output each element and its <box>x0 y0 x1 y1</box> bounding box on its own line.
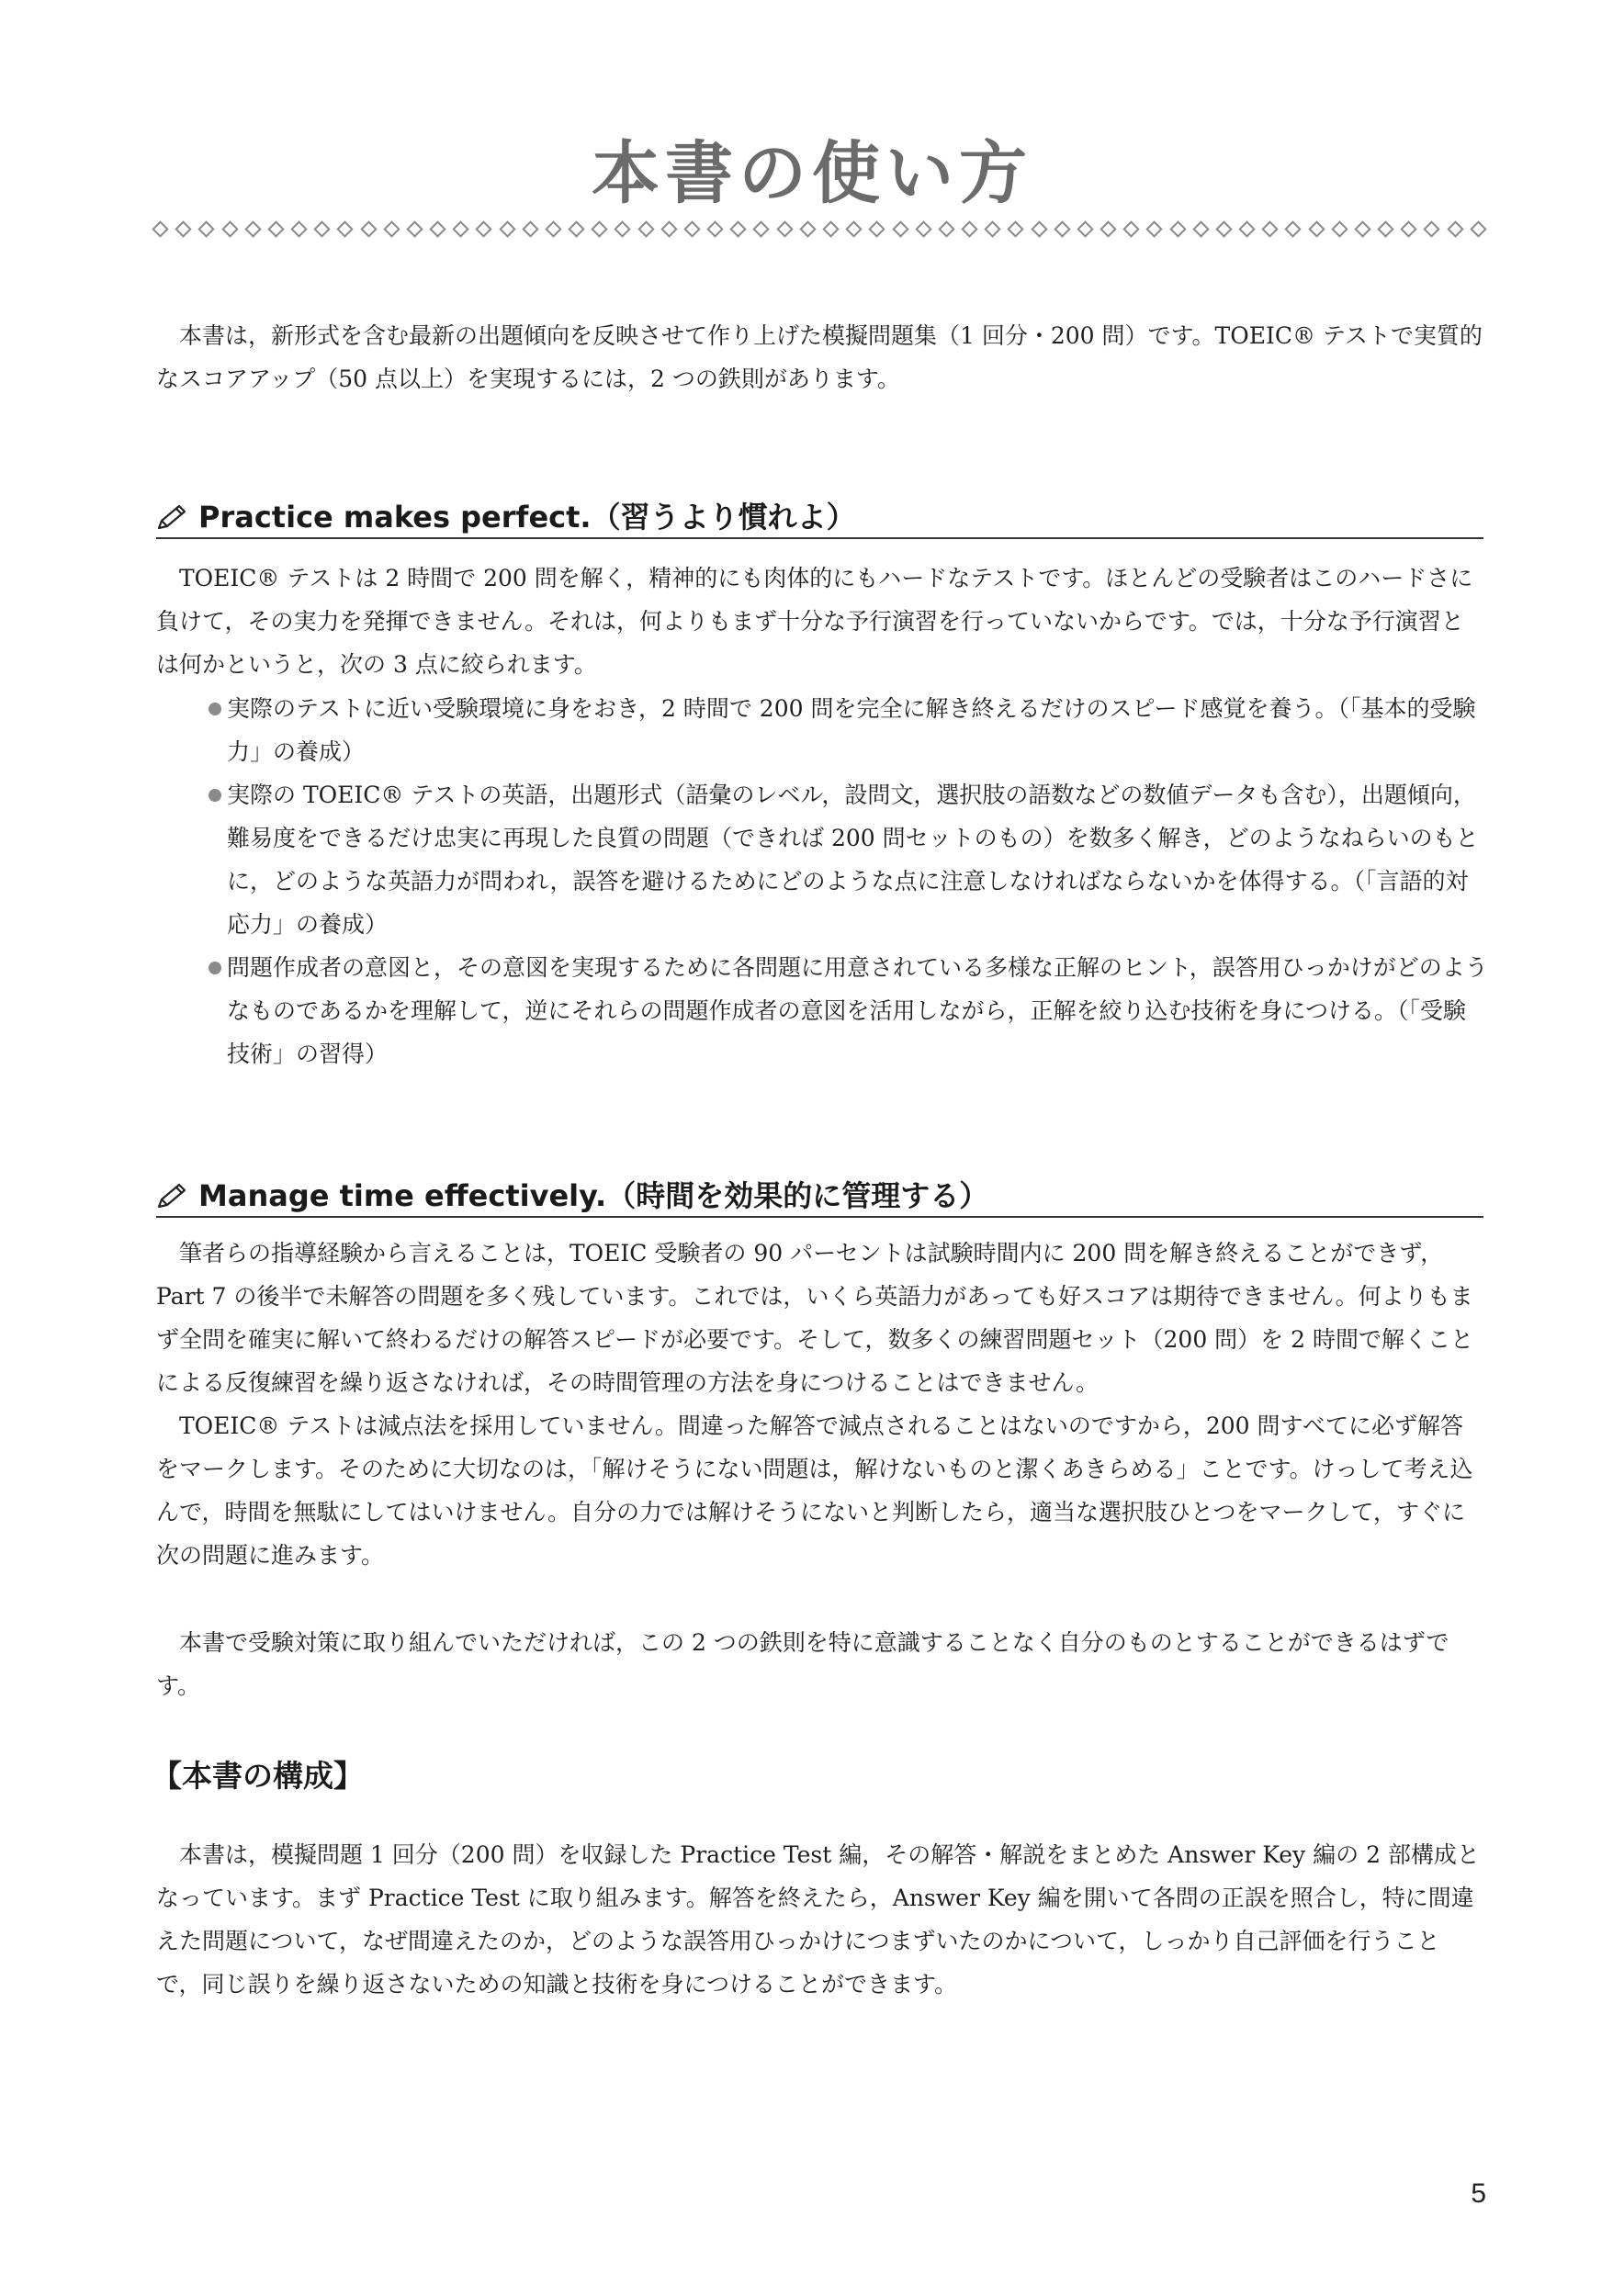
diamond-ornament <box>1447 220 1463 237</box>
list-item-text: 問題作成者の意図と，その意図を実現するために各問題に用意されている多様な正解のヒント，誤答用ひっかけがどのようなものであるかを理解して，逆にそれらの問題作成者の意図を活用しながら，正解を絞り込む技術を身につける。（「受験技術」の習得） <box>227 954 1488 1067</box>
diamond-ornament <box>476 220 492 237</box>
diamond-ornament <box>429 220 445 237</box>
diamond-ornament <box>892 220 908 237</box>
diamond-divider <box>154 217 1484 241</box>
diamond-ornament <box>522 220 538 237</box>
time-paragraph-2: TOEIC® テストは減点法を採用していません。間違った解答で減点されることはないのですから，200 問すべてに必ず解答をマークします。そのために大切なのは，「解けそうにない問題は，解けないものと潔くあきらめる」ことです。けっして考え込んで，時間を無駄にしてはいけません。自分の力では解けそうにないと判断したら，適当な選択肢ひとつをマークして，すぐに次の問題に進みます。 <box>156 1412 1473 1569</box>
diamond-ornament <box>1123 220 1140 237</box>
diamond-ornament <box>961 220 977 237</box>
diamond-ornament <box>175 220 191 237</box>
diamond-ornament <box>1146 220 1163 237</box>
list-item-text: 実際のテストに近い受験環境に身をおき，2 時間で 200 問を完全に解き終えるだけのスピード感覚を養う。（「基本的受験力」の養成） <box>227 695 1476 765</box>
diamond-ornament <box>1215 220 1232 237</box>
diamond-ornament <box>267 220 284 237</box>
diamond-ornament <box>869 220 885 237</box>
diamond-ornament <box>314 220 331 237</box>
diamond-ornament <box>660 220 677 237</box>
page-title: 本書の使い方 <box>592 134 1032 213</box>
diamond-ornament <box>822 220 839 237</box>
diamond-ornament <box>152 220 168 237</box>
bullet-dot-icon <box>209 789 221 802</box>
practice-paragraph: TOEIC® テストは 2 時間で 200 問を解く，精神的にも肉体的にもハードなテストです。ほとんどの受験者はこのハードさに負けて，その実力を発揮できません。それは，何よりもまず十分な予行演習を行っていないからです。では，十分な予行演習とは何かというと，次の 3 点に絞られます。 <box>156 565 1473 678</box>
closing-paragraph: 本書で受験対策に取り組んでいただければ，この 2 つの鉄則を特に意識することなく自分のものとすることができるはずです。 <box>156 1629 1449 1699</box>
diamond-ornament <box>290 220 307 237</box>
structure-heading: 【本書の構成】 <box>152 1758 364 1794</box>
diamond-ornament <box>568 220 584 237</box>
diamond-ornament <box>915 220 931 237</box>
diamond-ornament <box>1331 220 1348 237</box>
time-paragraph-1: 筆者らの指導経験から言えることは，TOEIC 受験者の 90 パーセントは試験時間内に 200 問を解き終えることができず，Part 7 の後半で未解答の問題を多く残しています。これでは，いくら英語力があっても好スコアは期待できません。何よりもまず全問を確実に解いて終わるだけの解答スピードが必要です。そして，数多くの練習問題セット（200 問）を 2 時間で解くことによる反復練習を繰り返さなければ，その時間管理の方法を身につけることはできません。 <box>156 1240 1473 1396</box>
diamond-ornament <box>938 220 954 237</box>
practice-bullet-list <box>207 687 1488 1075</box>
diamond-ornament <box>730 220 747 237</box>
pencil-icon <box>156 503 187 531</box>
diamond-ornament <box>1100 220 1116 237</box>
section-heading-practice <box>156 497 1483 539</box>
diamond-ornament <box>592 220 608 237</box>
bullet-dot-icon <box>209 703 221 715</box>
diamond-ornament <box>499 220 515 237</box>
diamond-ornament <box>337 220 354 237</box>
diamond-ornament <box>799 220 816 237</box>
pencil-icon <box>156 1182 187 1210</box>
diamond-ornament <box>1169 220 1186 237</box>
bullet-dot-icon <box>209 962 221 974</box>
intro-paragraph: 本書は，新形式を含む最新の出題傾向を反映させて作り上げた模擬問題集（1 回分・200 問）です。TOEIC® テストで実質的なスコアアップ（50 点以上）を実現するには，2 つの鉄則があります。 <box>156 322 1483 392</box>
diamond-ornament <box>683 220 700 237</box>
diamond-ornament <box>406 220 423 237</box>
diamond-ornament <box>1308 220 1325 237</box>
diamond-ornament <box>1377 220 1393 237</box>
diamond-ornament <box>360 220 377 237</box>
section-heading-text: Manage time effectively.（時間を効果的に管理する） <box>198 1178 989 1213</box>
structure-paragraph: 本書は，模擬問題 1 回分（200 問）を収録した Practice Test 編，その解答・解説をまとめた Answer Key 編の 2 部構成となっています。まず Practice Test に取り組みます。解答を終えたら，Answer Key 編を開いて各問の正誤を照合し，特に間違えた問題について，なぜ間違えたのか，どのような誤答用ひっかけにつまずいたのかについて，しっかり自己評価を行うことで，同じ誤りを繰り返さないための知識と技術を身につけることができます。 <box>156 1841 1480 1998</box>
diamond-ornament <box>1077 220 1093 237</box>
list-item <box>207 773 1488 946</box>
diamond-ornament <box>615 220 631 237</box>
diamond-ornament <box>1008 220 1024 237</box>
diamond-ornament <box>1424 220 1440 237</box>
diamond-ornament <box>1031 220 1047 237</box>
diamond-ornament <box>383 220 400 237</box>
diamond-ornament <box>1354 220 1370 237</box>
section-heading-time <box>156 1176 1483 1218</box>
section-heading-text: Practice makes perfect.（習うより慣れよ） <box>198 500 856 535</box>
diamond-ornament <box>453 220 469 237</box>
list-item <box>207 687 1488 773</box>
diamond-ornament <box>1054 220 1070 237</box>
diamond-ornament <box>637 220 654 237</box>
diamond-ornament <box>1401 220 1417 237</box>
diamond-ornament <box>845 220 862 237</box>
diamond-ornament <box>753 220 770 237</box>
diamond-ornament <box>1470 220 1486 237</box>
diamond-ornament <box>706 220 723 237</box>
diamond-ornament <box>984 220 1000 237</box>
diamond-ornament <box>776 220 793 237</box>
page-number: 5 <box>1471 2178 1486 2209</box>
diamond-ornament <box>1192 220 1209 237</box>
diamond-ornament <box>244 220 261 237</box>
diamond-ornament <box>198 220 215 237</box>
diamond-ornament <box>221 220 238 237</box>
list-item <box>207 946 1488 1075</box>
diamond-ornament <box>1238 220 1255 237</box>
diamond-ornament <box>1262 220 1279 237</box>
list-item-text: 実際の TOEIC® テストの英語，出題形式（語彙のレベル，設問文，選択肢の語数などの数値データも含む），出題傾向，難易度をできるだけ忠実に再現した良質の問題（できれば 200 問セットのもの）を数多く解き，どのようなねらいのもとに，どのような英語力が問われ，誤答を避けるためにどのような点に注意しなければならないかを体得する。（「言語的対応力」の養成） <box>227 782 1479 938</box>
diamond-ornament <box>1285 220 1302 237</box>
diamond-ornament <box>545 220 561 237</box>
